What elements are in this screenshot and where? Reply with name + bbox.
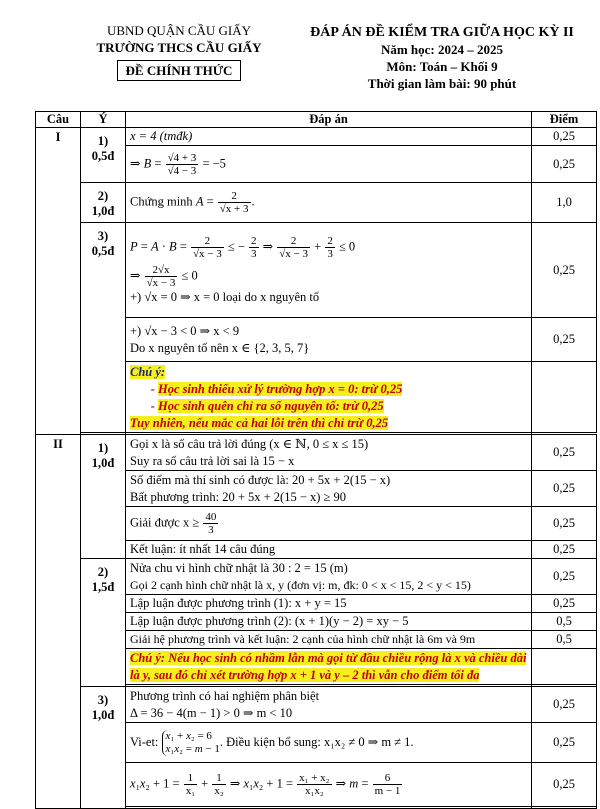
fraction: $\frac{√4 + 3}{√4 - 3}$ — [167, 151, 197, 177]
answer-cell: x₁x₂ + 1 = $\frac{1}{\text{x₁}}$ + $\frac{1}{\text{x₂}}$ ⇒ x₁x₂ + 1 = $\frac{\text{x₁ + x₂}}{\text{x₁x₂}}$ ⇒ m = $\frac{6}{m - 1}$ — [126, 763, 532, 807]
note-title: Chú ý: — [130, 365, 166, 379]
answer-cell — [126, 318, 532, 362]
answer-text: +) √x − 3 < 0 ⇒ x < 9 — [130, 323, 240, 338]
answer-text: Số điểm mà thí sinh có được là: 20 + 5x + 2(15 − x) — [130, 472, 391, 487]
school-year: Năm học: 2024 – 2025 — [380, 42, 504, 57]
answer-text: Giải được x ≥ — [130, 515, 200, 530]
score-cell: 0,25 — [532, 223, 597, 318]
score-cell: 0,25 — [532, 763, 597, 807]
part-points: 1,0đ — [91, 456, 115, 470]
answer-cell — [126, 435, 532, 471]
score-cell: 0,5 — [532, 613, 597, 631]
col-header: Câu — [36, 112, 81, 128]
grading-note: Chú ý: Nếu học sinh có nhầm lẫn mà gọi từ đầu chiều rộng là x và chiều dài là y, sau đó chỉ xét trường hợp x + 1 và y – 2 thì vẫn cho điểm tối đa — [130, 650, 527, 682]
answer-cell — [126, 559, 532, 595]
part-number: 3) — [97, 693, 109, 707]
part-label — [81, 687, 126, 809]
part-points: 1,0đ — [91, 708, 115, 722]
answer-cell: Kết luận: ít nhất 14 câu đúng — [126, 541, 532, 559]
answer-cell: Chứng minh A = $\frac{2}{√x + 3}$ . — [126, 183, 532, 223]
answer-cell: P = A · B = $\frac{2}{√x - 3}$ ≤ − $\frac{2}{3}$ ⇒ $\frac{2}{√x - 3}$ + $\frac{2}{3}$ ≤ 0 ⇒ $\frac{2√x}{√x - 3}$ ≤ 0 +) √x = 0 ⇒ x = 0 loại do x nguyên tố — [126, 223, 532, 318]
answer-text: x = 4 (tmđk) — [130, 129, 193, 143]
district-name: UBND QUẬN CẦU GIẤY — [106, 23, 252, 38]
note-tail: Tuy nhiên, nếu mắc cả hai lỗi trên thì chỉ trừ 0,25 — [130, 416, 389, 430]
answer-cell: Giải được x ≥ $\frac{40}{3}$ — [126, 507, 532, 541]
answer-text: Do x nguyên tố nên x ∈ {2, 3, 5, 7} — [130, 340, 310, 355]
score-cell: 0,25 — [532, 541, 597, 559]
answer-cell — [126, 723, 532, 763]
answer-text: Chứng minh — [130, 194, 193, 209]
score-cell: 0,25 — [532, 507, 597, 541]
answer-text: Vi-et: — [130, 734, 159, 749]
part-label — [81, 223, 126, 433]
question-number: II — [36, 435, 81, 809]
part-label — [81, 183, 126, 223]
question-number: I — [36, 128, 81, 435]
answer-text: Nửa chu vi hình chữ nhật là 30 : 2 = 15 (m) — [130, 560, 348, 575]
score-cell — [532, 362, 597, 433]
grading-note — [130, 364, 527, 432]
answer-cell — [126, 687, 532, 723]
answer-cell: Lập luận được phương trình (2): (x + 1)(y − 2) = xy − 5 — [126, 613, 532, 631]
answer-text: +) √x = 0 ⇒ x = 0 loại do x nguyên tố — [130, 289, 320, 304]
answer-cell: Giải hệ phương trình và kết luận: 2 cạnh của hình chữ nhật là 6m và 9m — [126, 631, 532, 649]
part-points: 0,5đ — [91, 244, 115, 258]
score-cell: 0,25 — [532, 435, 597, 471]
part-number: 3) — [97, 229, 109, 243]
score-cell: 0,25 — [532, 595, 597, 613]
score-cell: 0,25 — [532, 318, 597, 362]
score-cell: 0,25 — [532, 471, 597, 507]
score-cell: 0,25 — [532, 128, 597, 146]
official-badge: ĐỀ CHÍNH THỨC — [117, 60, 242, 81]
answer-table — [35, 111, 597, 809]
school-name: TRƯỜNG THCS CẦU GIẤY — [96, 40, 262, 55]
answer-cell: ⇒ B = $\frac{√4 + 3}{√4 - 3}$ = −5 — [126, 146, 532, 183]
subject: Môn: Toán – Khối 9 — [386, 59, 498, 74]
note-cell — [126, 362, 532, 433]
answer-text: Phương trình có hai nghiệm phân biệt — [130, 688, 320, 703]
part-points: 1,5đ — [91, 580, 115, 594]
duration: Thời gian làm bài: 90 phút — [367, 76, 517, 91]
answer-text: Gọi x là số câu trả lời đúng (x ∈ ℕ, 0 ≤ x ≤ 15) — [130, 436, 369, 451]
part-number: 1) — [97, 134, 109, 148]
answer-text: Δ = 36 − 4(m − 1) > 0 ⇒ m < 10 — [130, 705, 293, 720]
score-cell: 1,0 — [532, 183, 597, 223]
note-cell — [126, 649, 532, 685]
score-cell: 0,25 — [532, 723, 597, 763]
exam-title: ĐÁP ÁN ĐỀ KIỂM TRA GIỮA HỌC KỲ II — [310, 25, 574, 40]
answer-cell — [126, 128, 532, 146]
col-header: Đáp án — [126, 112, 532, 128]
answer-text: Gọi 2 cạnh hình chữ nhật là x, y (đơn vị: m, đk: 0 < x < 15, 2 < y < 15) — [130, 577, 471, 592]
score-cell: 0,25 — [532, 146, 597, 183]
exam-header — [292, 24, 592, 92]
part-label — [81, 559, 126, 687]
part-number: 1) — [97, 441, 109, 455]
fraction: $\frac{2}{√x + 3}$ — [219, 190, 249, 215]
part-label — [81, 128, 126, 183]
answer-text: . Điều kiện bổ sung: x₁x₂ ≠ 0 ⇒ m ≠ 1. — [219, 734, 414, 749]
note-item: Học sinh thiếu xử lý trường hợp x = 0: trừ 0,25 — [158, 382, 403, 396]
part-points: 0,5đ — [91, 149, 115, 163]
score-cell: 0,25 — [532, 687, 597, 723]
score-cell: 0,25 — [532, 559, 597, 595]
part-points: 1,0đ — [91, 204, 115, 218]
answer-cell — [126, 471, 532, 507]
note-item: Học sinh quên chỉ ra số nguyên tố: trừ 0,25 — [158, 399, 384, 413]
school-header — [84, 22, 274, 81]
answer-cell: Lập luận được phương trình (1): x + y = 15 — [126, 595, 532, 613]
part-number: 2) — [97, 565, 109, 579]
table-header-row — [36, 112, 597, 128]
answer-text: Bất phương trình: 20 + 5x + 2(15 − x) ≥ 90 — [130, 489, 347, 504]
score-cell — [532, 649, 597, 685]
part-number: 2) — [97, 189, 109, 203]
col-header: Ý — [81, 112, 126, 128]
score-cell: 0,5 — [532, 631, 597, 649]
answer-text: Suy ra số câu trả lời sai là 15 − x — [130, 453, 295, 468]
col-header: Điểm — [532, 112, 597, 128]
system-brace: x₁ + x₂ = 6 x₁x₂ = m − 1 — [162, 730, 220, 756]
part-label — [81, 435, 126, 559]
